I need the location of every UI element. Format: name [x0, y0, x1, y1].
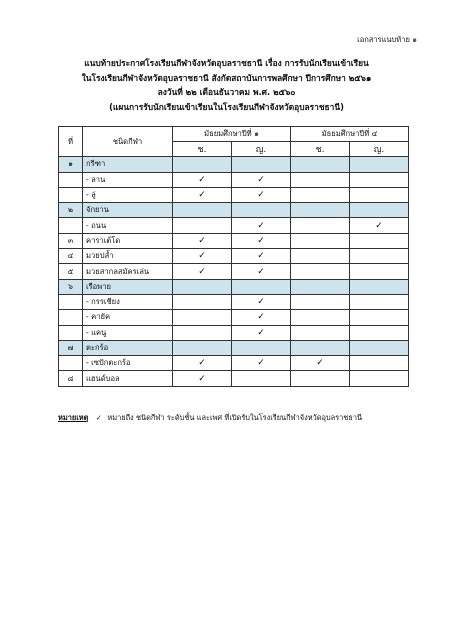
row-number: ๓: [59, 233, 83, 248]
sport-name: - แคนู: [83, 325, 173, 340]
note: [58, 412, 362, 424]
sport-name: มวยปล้ำ: [83, 249, 173, 264]
check-icon: ✓: [291, 356, 350, 371]
row-number: ๒: [59, 203, 83, 218]
sport-name: กรีฑา: [83, 157, 173, 172]
header-sport-type: ชนิดกีฬา: [83, 127, 173, 157]
row-number: [59, 310, 83, 325]
empty-cell: [232, 203, 291, 218]
check-icon: ✓: [232, 264, 291, 279]
empty-cell: [350, 264, 409, 279]
empty-cell: [291, 249, 350, 264]
empty-cell: [350, 172, 409, 187]
empty-cell: [291, 325, 350, 340]
empty-cell: [232, 371, 291, 386]
check-icon: ✓: [173, 356, 232, 371]
check-icon: ✓: [232, 233, 291, 248]
empty-cell: [350, 294, 409, 309]
empty-cell: [350, 157, 409, 172]
row-number: [59, 187, 83, 202]
row-number: [59, 325, 83, 340]
empty-cell: [291, 310, 350, 325]
empty-cell: [173, 157, 232, 172]
table-row: [59, 233, 409, 248]
row-number: ๔: [59, 249, 83, 264]
empty-cell: [232, 279, 291, 294]
check-icon: ✓: [173, 187, 232, 202]
table-body: [59, 157, 409, 386]
header-male: ช.: [291, 142, 350, 157]
table-row: [59, 203, 409, 218]
empty-cell: [291, 233, 350, 248]
empty-cell: [350, 203, 409, 218]
empty-cell: [173, 340, 232, 355]
check-icon: ✓: [232, 249, 291, 264]
empty-cell: [350, 325, 409, 340]
table-row: [59, 218, 409, 233]
check-icon: ✓: [232, 325, 291, 340]
check-icon: ✓: [173, 249, 232, 264]
sport-name: จักยาน: [83, 203, 173, 218]
check-icon: ✓: [232, 310, 291, 325]
check-icon: ✓: [173, 371, 232, 386]
sport-name: - คายัค: [83, 310, 173, 325]
empty-cell: [173, 203, 232, 218]
header-female: ญ.: [232, 142, 291, 157]
sport-name: - ลู่: [83, 187, 173, 202]
check-icon: ✓: [232, 356, 291, 371]
empty-cell: [291, 187, 350, 202]
empty-cell: [173, 294, 232, 309]
empty-cell: [291, 279, 350, 294]
empty-cell: [291, 203, 350, 218]
document-heading: [40, 56, 413, 114]
heading-line-3: ลงวันที่ ๒๒ เดือนธันวาคม พ.ศ. ๒๕๖๐: [157, 87, 296, 97]
sport-name: - เซปักตะกร้อ: [83, 356, 173, 371]
empty-cell: [350, 340, 409, 355]
empty-cell: [291, 172, 350, 187]
note-label: หมายเหตุ: [58, 413, 89, 422]
empty-cell: [291, 340, 350, 355]
empty-cell: [291, 371, 350, 386]
heading-line-4: (แผนการรับนักเรียนเข้าเรียนในโรงเรียนกีฬาจังหวัดอุบลราชธานี): [109, 101, 344, 112]
header-grade-1: มัธยมศึกษาปีที่ ๑: [173, 127, 291, 142]
empty-cell: [291, 218, 350, 233]
sport-name: มวยสากลสมัครเล่น: [83, 264, 173, 279]
sport-name: - กรรเชียง: [83, 294, 173, 309]
empty-cell: [173, 218, 232, 233]
table-row: [59, 187, 409, 202]
empty-cell: [232, 340, 291, 355]
table-row: [59, 279, 409, 294]
row-number: ๖: [59, 279, 83, 294]
check-icon: ✓: [173, 233, 232, 248]
sport-name: - ถนน: [83, 218, 173, 233]
note-text: หมายถึง ชนิดกีฬา ระดับชั้น และเพศ ที่เปิดรับในโรงเรียนกีฬาจังหวัดอุบลราชธานี: [107, 413, 363, 422]
empty-cell: [173, 310, 232, 325]
empty-cell: [291, 294, 350, 309]
row-number: [59, 294, 83, 309]
table-row: [59, 325, 409, 340]
check-icon: ✓: [232, 294, 291, 309]
header-grade-4: มัธยมศึกษาปีที่ ๔: [291, 127, 409, 142]
heading-line-1: แนบท้ายประกาศโรงเรียนกีฬาจังหวัดอุบลราชธานี เรื่อง การรับนักเรียนเข้าเรียน: [84, 58, 369, 68]
attachment-label: เอกสารแนบท้าย ๑: [357, 35, 417, 44]
check-icon: ✓: [232, 218, 291, 233]
header-female: ญ.: [350, 142, 409, 157]
table-row: [59, 310, 409, 325]
check-icon: ✓: [232, 187, 291, 202]
header-male: ช.: [173, 142, 232, 157]
table-row: [59, 172, 409, 187]
empty-cell: [350, 310, 409, 325]
table-row: [59, 294, 409, 309]
check-icon: ✓: [350, 218, 409, 233]
sport-name: เรือพาย: [83, 279, 173, 294]
empty-cell: [350, 356, 409, 371]
check-icon: ✓: [95, 413, 102, 422]
empty-cell: [350, 279, 409, 294]
row-number: ๗: [59, 340, 83, 355]
heading-line-2: ในโรงเรียนกีฬาจังหวัดอุบลราชธานี สังกัดสถาบันการพลศึกษา ปีการศึกษา ๒๕๖๑: [81, 72, 372, 83]
empty-cell: [291, 264, 350, 279]
sport-name: ตะกร้อ: [83, 340, 173, 355]
check-icon: ✓: [173, 264, 232, 279]
table-row: [59, 340, 409, 355]
empty-cell: [350, 371, 409, 386]
table-row: [59, 356, 409, 371]
row-number: [59, 356, 83, 371]
table-row: [59, 264, 409, 279]
row-number: ๘: [59, 371, 83, 386]
empty-cell: [173, 279, 232, 294]
empty-cell: [350, 249, 409, 264]
row-number: ๕: [59, 264, 83, 279]
row-number: ๑: [59, 157, 83, 172]
sport-name: แฮนด์บอล: [83, 371, 173, 386]
empty-cell: [291, 157, 350, 172]
sport-name: - ลาน: [83, 172, 173, 187]
row-number: [59, 172, 83, 187]
row-number: [59, 218, 83, 233]
header-no: ที่: [59, 127, 83, 157]
empty-cell: [232, 157, 291, 172]
admission-plan-table: [58, 126, 409, 387]
table-row: [59, 249, 409, 264]
check-icon: ✓: [232, 172, 291, 187]
check-icon: ✓: [173, 172, 232, 187]
sport-name: คาราเต้โด: [83, 233, 173, 248]
empty-cell: [350, 233, 409, 248]
empty-cell: [350, 187, 409, 202]
table-row: [59, 371, 409, 386]
empty-cell: [173, 325, 232, 340]
table-row: [59, 157, 409, 172]
